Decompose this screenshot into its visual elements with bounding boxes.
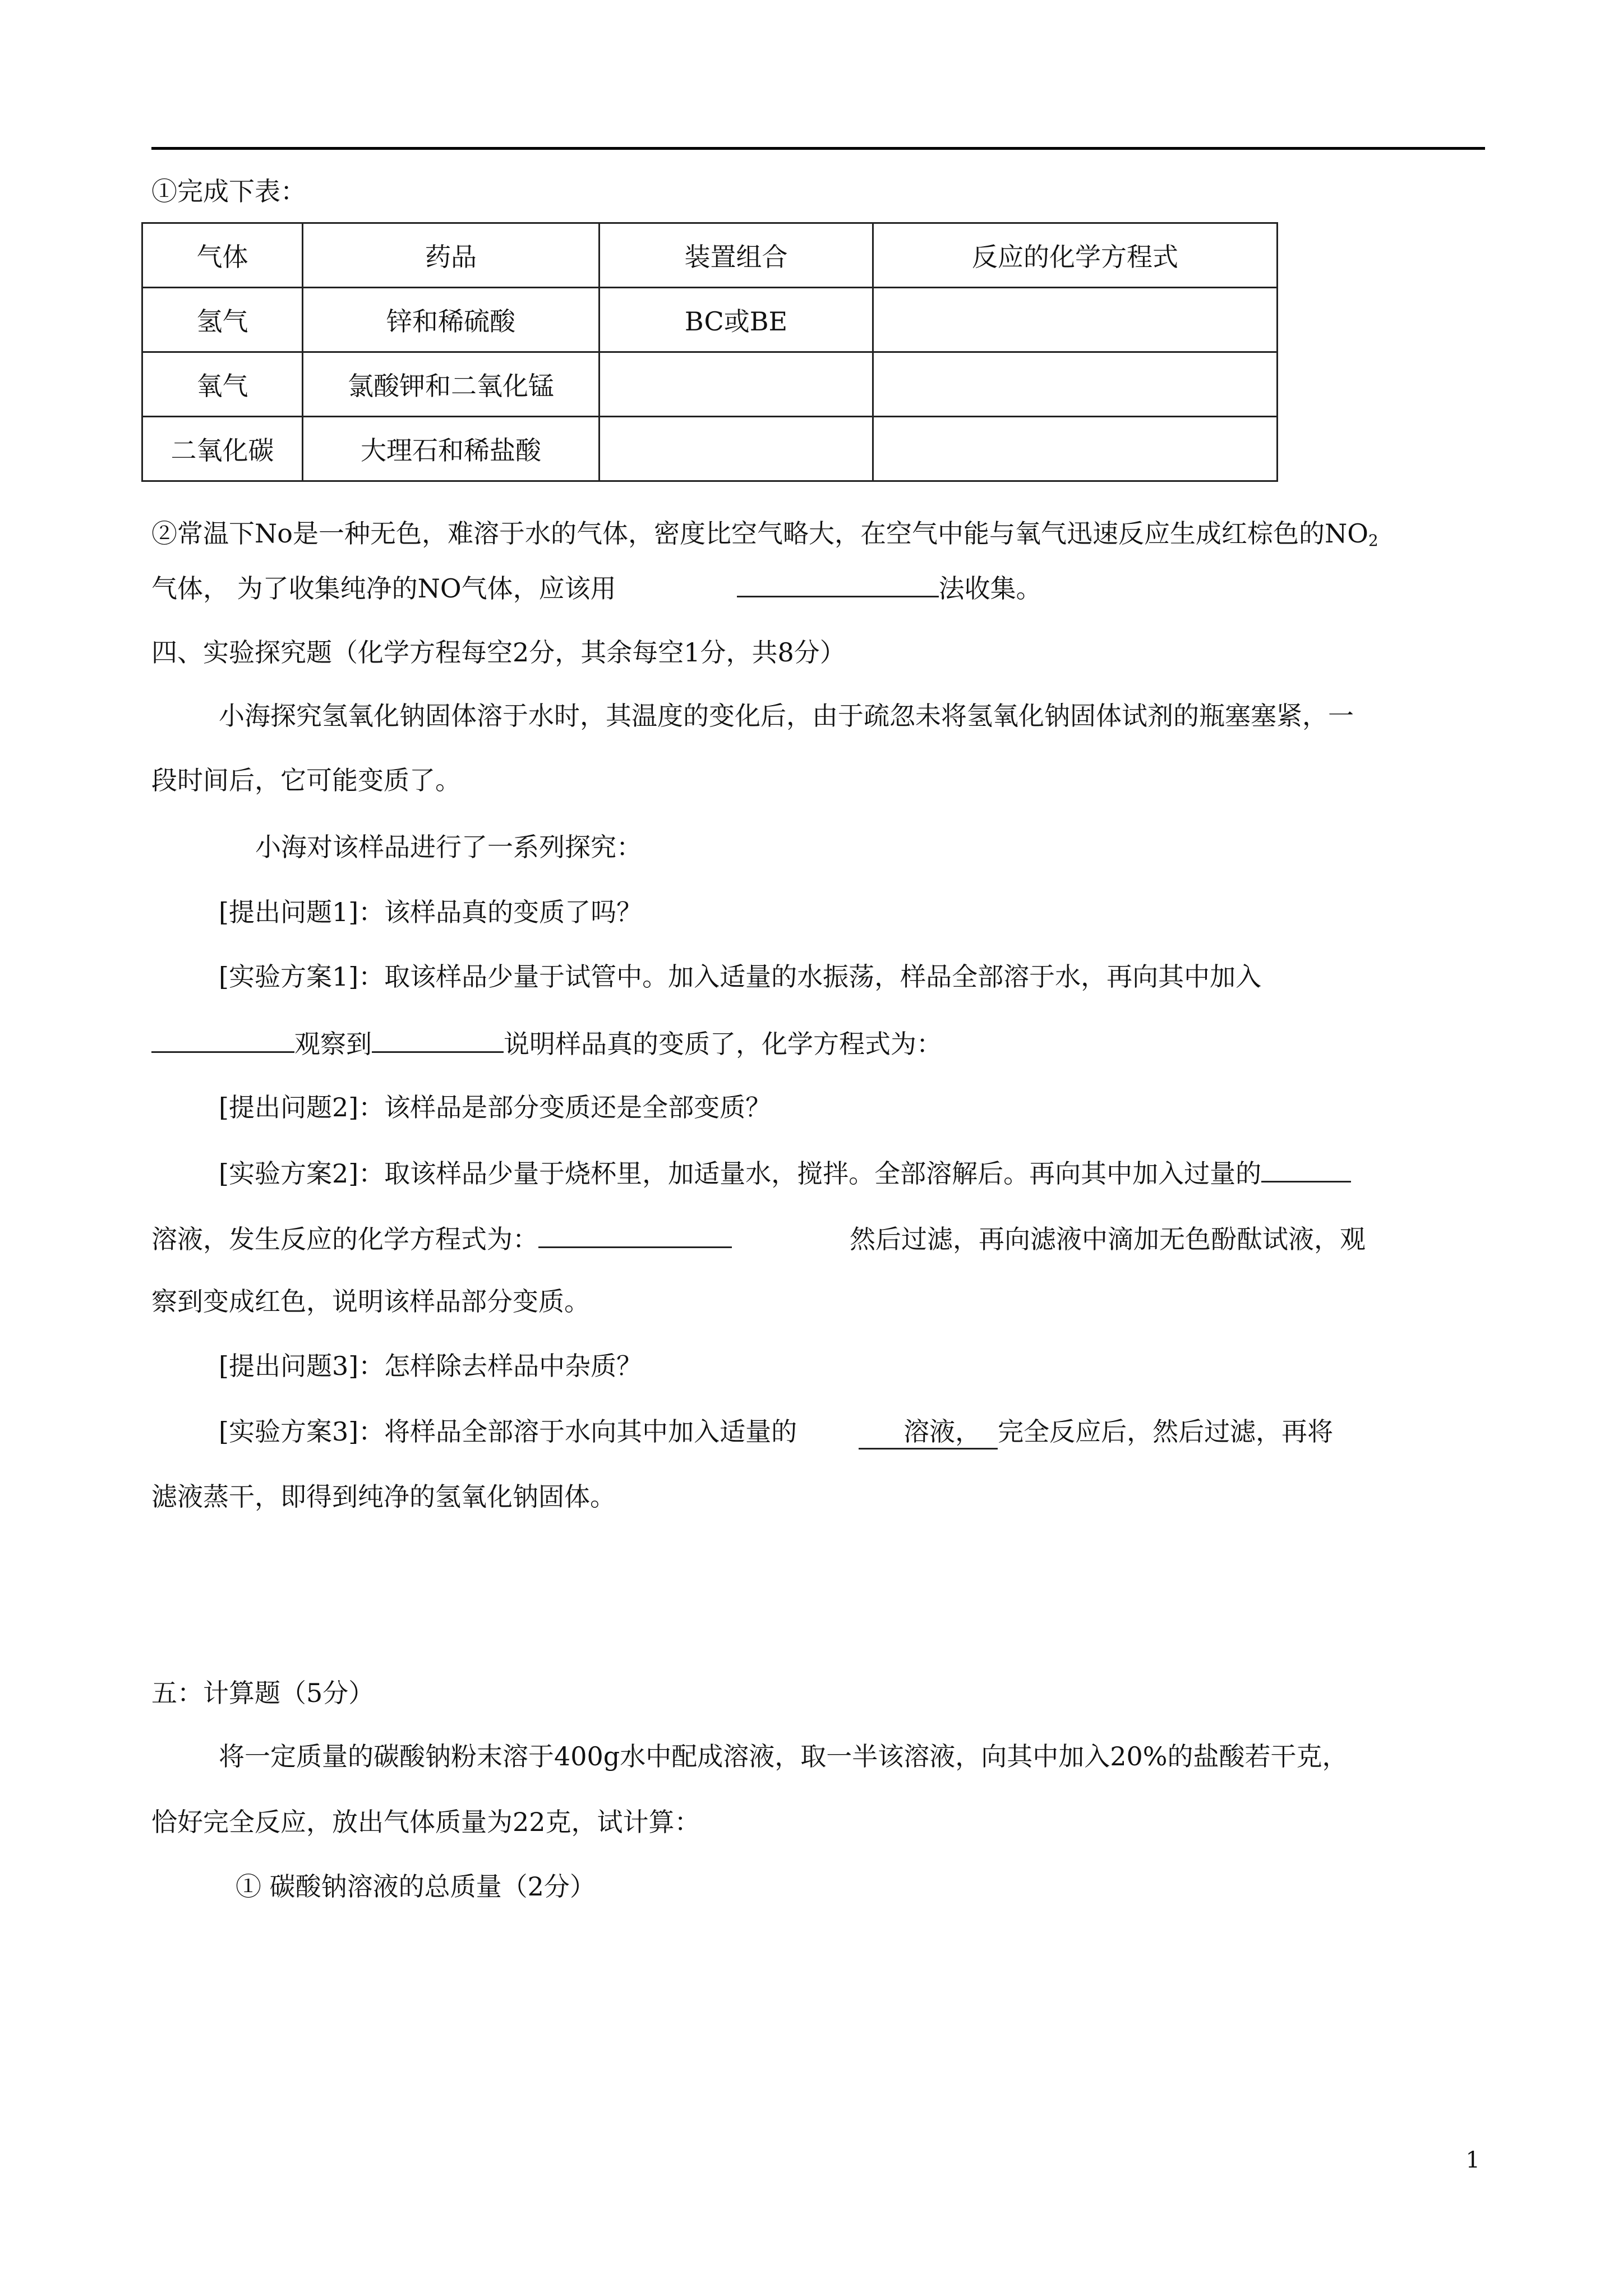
table-intro: ①完成下表：: [151, 176, 306, 206]
table-cell: 锌和稀硫酸: [303, 288, 600, 352]
plan-2-line1: [219, 1158, 1351, 1189]
no-gas-text: ②常温下No是一种无色，难溶于水的气体，密度比空气略大，在空气中能与氧气迅速反应生成红棕色的NO: [151, 518, 1368, 549]
plan-3-line1: [219, 1416, 1334, 1447]
table-cell[interactable]: [873, 352, 1278, 417]
table-cell: 二氧化碳: [142, 417, 303, 481]
header-cell: 药品: [303, 223, 600, 288]
plan-2-line3: 察到变成红色，说明该样品部分变质。: [151, 1286, 590, 1317]
equation-blank[interactable]: [538, 1224, 732, 1248]
reagent-blank[interactable]: [151, 1029, 294, 1053]
table-cell: 大理石和稀盐酸: [303, 417, 600, 481]
plan-1-line1: [实验方案1]：取该样品少量于试管中。加入适量的水振荡，样品全部溶于水，再向其中加入: [219, 961, 1262, 992]
table-cell[interactable]: [873, 417, 1278, 481]
table-header-row: [142, 223, 1278, 288]
no-gas-suffix: 法收集。: [938, 573, 1042, 604]
subscript-2: 2: [1368, 531, 1378, 550]
section5-para-line2: 恰好完全反应，放出气体质量为22克，试计算：: [151, 1807, 700, 1837]
table-row: [142, 352, 1278, 417]
plan-1-line2: [151, 1029, 942, 1057]
no-gas-line2: [151, 573, 1042, 604]
plan-3-text: [实验方案3]：将样品全部溶于水向其中加入适量的: [219, 1416, 797, 1447]
excess-reagent-blank[interactable]: [1261, 1158, 1351, 1182]
plan-3-followup: 完全反应后，然后过滤，再将: [998, 1416, 1334, 1447]
table-cell: 氧气: [142, 352, 303, 417]
question-3: [提出问题3]：怎样除去样品中杂质？: [219, 1351, 643, 1381]
observation-blank[interactable]: [372, 1029, 504, 1053]
question-1: [提出问题1]：该样品真的变质了吗？: [219, 897, 643, 927]
solution-underlined: 溶液，: [859, 1416, 998, 1450]
observe-label: 观察到: [294, 1029, 372, 1059]
section4-para1-line2: 段时间后，它可能变质了。: [151, 765, 461, 795]
question-2: [提出问题2]：该样品是部分变质还是全部变质？: [219, 1092, 772, 1122]
plan-2-line2: [151, 1224, 1366, 1252]
table-row: [142, 417, 1278, 481]
table-cell[interactable]: [600, 417, 873, 481]
header-cell: 气体: [142, 223, 303, 288]
gas-table: [141, 222, 1278, 482]
section5-title: 五：计算题（5分）: [151, 1678, 375, 1708]
section4-para1-line1: 小海探究氢氧化钠固体溶于水时，其温度的变化后，由于疏忽未将氢氧化钠固体试剂的瓶塞塞紧，一: [219, 701, 1354, 731]
table-cell: 氯酸钾和二氧化锰: [303, 352, 600, 417]
table-cell: 氢气: [142, 288, 303, 352]
no-gas-line1: [151, 518, 1378, 550]
section4-title: 四、实验探究题（化学方程每空2分，其余每空1分，共8分）: [151, 637, 846, 668]
plan-1-conclusion: 说明样品真的变质了，化学方程式为：: [504, 1029, 942, 1059]
no-gas-question: 气体， 为了收集纯净的NO气体，应该用: [151, 573, 616, 604]
page-number: 1: [1465, 2147, 1480, 2173]
collection-method-blank[interactable]: [737, 573, 939, 597]
section5-item1: ① 碳酸钠溶液的总质量（2分）: [236, 1871, 596, 1902]
header-rule: [151, 147, 1485, 150]
table-cell: BC或BE: [600, 288, 873, 352]
header-cell: 反应的化学方程式: [873, 223, 1278, 288]
section5-para-line1: 将一定质量的碳酸钠粉末溶于400g水中配成溶液，取一半该溶液，向其中加入20%的盐酸若干克，: [219, 1741, 1348, 1772]
header-cell: 装置组合: [600, 223, 873, 288]
plan-2-equation-label: 溶液，发生反应的化学方程式为：: [151, 1224, 538, 1254]
table-cell[interactable]: [873, 288, 1278, 352]
plan-2-filter-text: 然后过滤，再向滤液中滴加无色酚酞试液，观: [850, 1224, 1366, 1254]
plan-3-line2: 滤液蒸干，即得到纯净的氢氧化钠固体。: [151, 1481, 616, 1512]
plan-2-text: [实验方案2]：取该样品少量于烧杯里，加适量水，搅拌。全部溶解后。再向其中加入过量的: [219, 1158, 1262, 1189]
section4-para2: 小海对该样品进行了一系列探究：: [255, 832, 642, 862]
table-cell[interactable]: [600, 352, 873, 417]
table-row: [142, 288, 1278, 352]
